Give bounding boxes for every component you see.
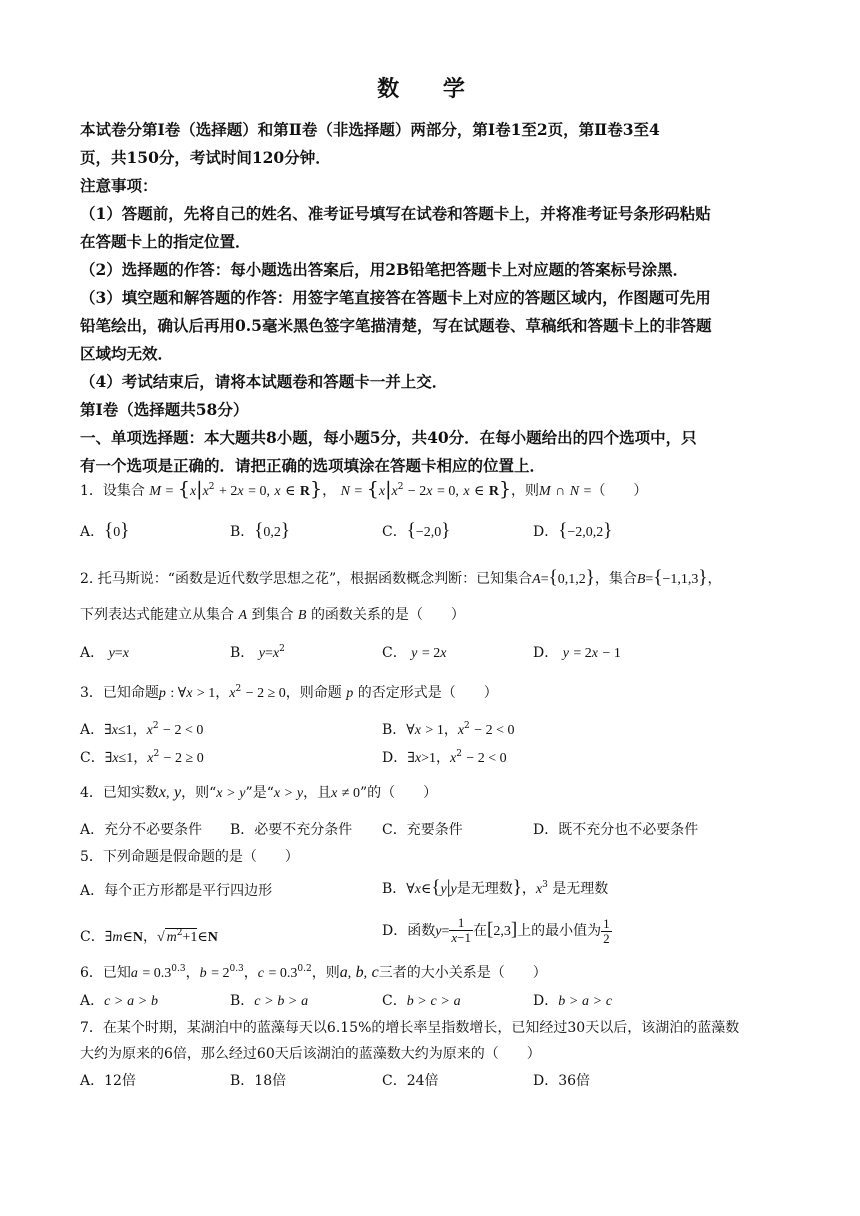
question-4-stem: 4．已知实数x, y，则“x > y”是“x > y，且x ≠ 0”的（ ） <box>80 784 438 801</box>
question-5-option-b[interactable]: B．∀x∈{y|y是无理数}，$x^3$ 是无理数 <box>382 877 609 898</box>
question-1-option-a[interactable]: A．{0} <box>80 520 130 541</box>
question-1-option-d[interactable]: D．{−2,0,2} <box>533 520 613 541</box>
part-1-heading: 第Ⅰ卷（选择题共58分） <box>80 400 249 419</box>
question-2-option-c[interactable]: C． y = 2x <box>382 645 447 661</box>
notice-item-3-line-3: 区域均无效． <box>80 344 174 363</box>
question-1-stem: 1．设集合 $M = \{x|x^2 + 2x = 0$, x ∈ R}， $N = \{x|x^2 - 2x = 0$, x ∈ R}，则M ∩ N =（ ） <box>80 478 648 500</box>
notice-heading: 注意事项： <box>80 176 158 195</box>
question-1-option-b[interactable]: B．{0,2} <box>230 520 291 541</box>
question-4-option-d[interactable]: D．既不充分也不必要条件 <box>533 822 699 838</box>
question-2-option-a[interactable]: A． y=x <box>80 645 129 661</box>
question-3-option-b[interactable]: B．∀x > 1，$x^2 - 2 < 0$ <box>382 721 515 738</box>
question-7-stem-line-2: 大约为原来的6倍，那么经过60天后该湖泊的蓝藻数大约为原来的（ ） <box>80 1046 541 1062</box>
question-1-option-c[interactable]: C．{−2,0} <box>382 520 451 541</box>
question-6-option-b[interactable]: B．c > b > a <box>230 993 309 1009</box>
question-4-option-c[interactable]: C．充要条件 <box>382 822 463 838</box>
section-1-line-2: 有一个选项是正确的．请把正确的选项填涂在答题卡相应的位置上． <box>80 456 546 475</box>
question-7-option-d[interactable]: D．36倍 <box>533 1073 591 1089</box>
question-6-option-c[interactable]: C．b > c > a <box>382 993 461 1009</box>
notice-item-3-line-1: （3）填空题和解答题的作答：用签字笔直接答在答题卡上对应的答题区域内，作图题可先用 <box>80 288 711 307</box>
question-3-option-a[interactable]: A．∃x≤1，$x^2 - 2 < 0$ <box>80 721 204 738</box>
question-5-option-d[interactable]: D．函数y= $\frac{1}{x-1}$ 在[2,3]上的最小值为 $\frac{1}{2}$ <box>382 915 610 946</box>
question-6-option-a[interactable]: A．c > a > b <box>80 993 158 1009</box>
section-1-line-1: 一、单项选择题：本大题共8小题，每小题5分，共40分．在每小题给出的四个选项中，只 <box>80 428 697 447</box>
question-3-option-c[interactable]: C．∃x≤1，$x^2 - 2 \ge 0$ <box>80 749 204 766</box>
notice-item-4: （4）考试结束后，请将本试题卷和答题卡一并上交． <box>80 372 448 391</box>
question-2-stem-line-1: 2. 托马斯说：“函数是近代数学思想之花”，根据函数概念判断：已知集合A={0,1,2}，集合B={−1,1,3}， <box>80 567 722 588</box>
question-4-option-a[interactable]: A．充分不必要条件 <box>80 822 203 838</box>
notice-item-2: （2）选择题的作答：每小题选出答案后，用2B铅笔把答题卡上对应题的答案标号涂黑． <box>80 260 689 279</box>
question-4-option-b[interactable]: B．必要不充分条件 <box>230 822 353 838</box>
question-5-option-c[interactable]: C．∃m∈N，√ $m^2+1\in N$ <box>80 928 218 945</box>
notice-item-1-line-2: 在答题卡上的指定位置． <box>80 232 251 251</box>
question-2-stem-line-2: 下列表达式能建立从集合 A 到集合 B 的函数关系的是（ ） <box>80 607 465 623</box>
question-5-option-a[interactable]: A．每个正方形都是平行四边形 <box>80 883 273 899</box>
question-5-stem: 5．下列命题是假命题的是（ ） <box>80 849 299 865</box>
question-7-option-c[interactable]: C．24倍 <box>382 1073 439 1089</box>
intro-line-2: 页，共150分，考试时间120分钟． <box>80 148 331 167</box>
question-7-option-a[interactable]: A．12倍 <box>80 1073 136 1089</box>
question-6-stem: 6．已知$a = 0.3^{0.3}$，$b = 2^{0.3}$，$c = 0.3^{0.2}$，则a, b, c三者的大小关系是（ ） <box>80 964 547 981</box>
question-2-option-b[interactable]: B． $y=x^2$ <box>230 644 285 661</box>
question-6-option-d[interactable]: D．b > a > c <box>533 993 613 1009</box>
page-title: 数 学 <box>377 76 483 102</box>
notice-item-3-line-2: 铅笔绘出，确认后再用0.5毫米黑色签字笔描清楚，写在试题卷、草稿纸和答题卡上的非答题 <box>80 316 712 335</box>
question-3-stem: 3．已知命题p : ∀x > 1，$x^2 - 2 \ge 0$，则命题 p 的否定形式是（ ） <box>80 684 498 701</box>
question-7-stem-line-1: 7．在某个时期，某湖泊中的蓝藻每天以6.15%的增长率呈指数增长，已知经过30天以后，该湖泊的蓝藻数 <box>80 1020 740 1036</box>
question-2-option-d[interactable]: D． y = 2x − 1 <box>533 645 621 661</box>
question-7-option-b[interactable]: B．18倍 <box>230 1073 287 1089</box>
notice-item-1-line-1: （1）答题前，先将自己的姓名、准考证号填写在试卷和答题卡上，并将准考证号条形码粘贴 <box>80 204 711 223</box>
question-3-option-d[interactable]: D．∃x>1，$x^2 - 2 < 0$ <box>382 749 507 766</box>
intro-line-1: 本试卷分第Ⅰ卷（选择题）和第Ⅱ卷（非选择题）两部分，第Ⅰ卷1至2页，第Ⅱ卷3至4 <box>80 120 660 139</box>
